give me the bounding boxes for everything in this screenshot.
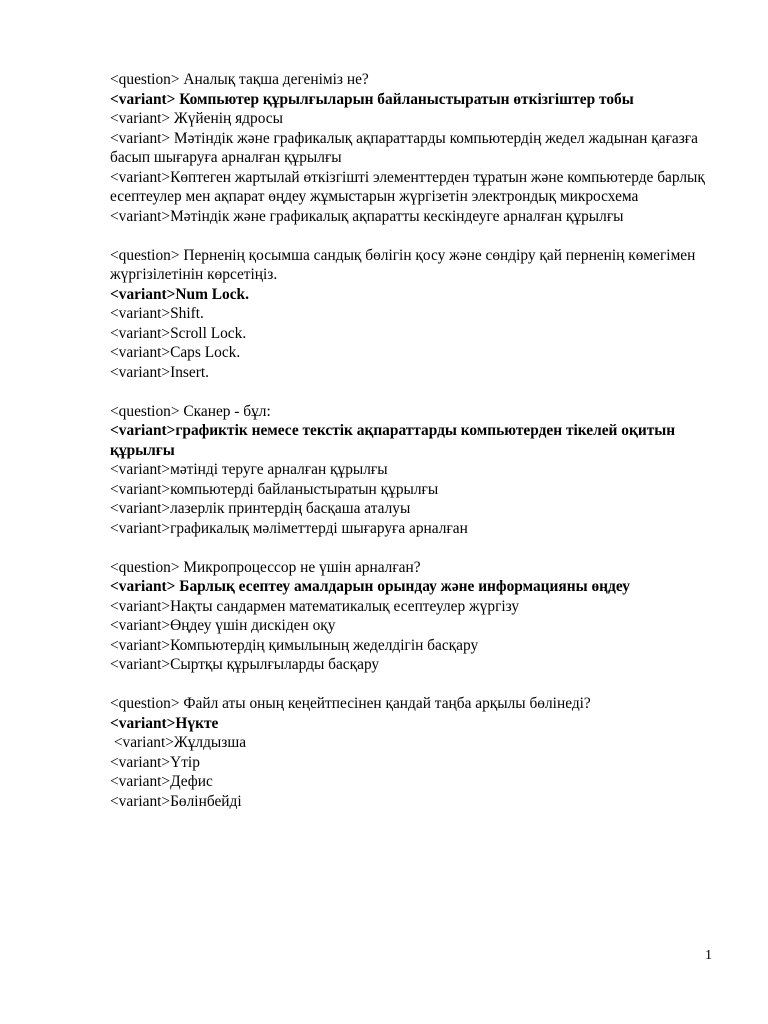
document-content (110, 70, 720, 831)
question-block-2 (110, 246, 720, 383)
variant: <variant>Мәтіндік және графикалық ақпаратты кескіндеуге арналған құрылғы (110, 207, 624, 225)
variant-correct: <variant>Нүкте (110, 714, 219, 732)
variant: <variant> Мәтіндік және графикалық ақпараттарды компьютердің жедел жадынан қағазға басып шығаруға арналған құрылғы (110, 129, 698, 166)
variant: <variant>Scroll Lock. (110, 324, 247, 342)
question-block-5 (110, 694, 720, 811)
variant-correct: <variant>графиктік немесе текстік ақпараттарды компьютерден тікелей оқитын құрылғы (110, 422, 676, 459)
variant: <variant>Үтір (110, 753, 200, 771)
variant: <variant>графикалық мәліметтерді шығаруға арналған (110, 519, 468, 537)
variant: <variant> Жүйенің ядросы (110, 110, 283, 127)
question-text: <question> Сканер - бұл: (110, 402, 271, 420)
variant: <variant>Caps Lock. (110, 344, 241, 361)
variant: <variant>лазерлік принтердің басқаша аталуы (110, 500, 411, 517)
question-text: <question> Аналық тақша дегеніміз не? (110, 71, 369, 88)
variant: <variant>Көптеген жартылай өткізгішті элементтерден тұратын және компьютерде барлық есептеулер мен ақпарат өңдеу жұмыстарын жүргізетін электрондық микросхема (110, 168, 705, 205)
page-number: 1 (705, 948, 712, 963)
variant: <variant>Өңдеу үшін дискіден оқу (110, 617, 336, 634)
question-block-1 (110, 70, 720, 226)
question-text: <question> Перненің қосымша сандық бөлігін қосу және сөндіру қай перненің көмегімен жүргізілетінін көрсетіңіз. (110, 246, 696, 283)
variant: <variant>Insert. (110, 363, 209, 381)
variant: <variant>Жұлдызша (110, 734, 247, 751)
question-block-4 (110, 558, 720, 675)
variant: <variant>Сыртқы құрылғыларды басқару (110, 656, 380, 673)
variant: <variant>Нақты сандармен математикалық есептеулер жүргізу (110, 597, 520, 615)
variant: <variant>Shift. (110, 305, 204, 322)
variant-correct: <variant>Num Lock. (110, 285, 249, 303)
variant: <variant>Компьютердің қимылының жеделдігін басқару (110, 636, 479, 654)
variant: <variant>мәтінді теруге арналған құрылғы (110, 461, 388, 478)
question-text: <question> Микропроцессор не үшін арналған? (110, 558, 421, 576)
variant-correct: <variant> Барлық есептеу амалдарын орындау және информацияны өңдеу (110, 578, 630, 595)
question-block-3 (110, 402, 720, 539)
variant: <variant>Бөлінбейді (110, 792, 242, 810)
variant: <variant>компьютерді байланыстыратын құрылғы (110, 480, 439, 498)
variant: <variant>Дефис (110, 773, 213, 790)
variant-correct: <variant> Компьютер құрылғыларын байланыстыратын өткізгіштер тобы (110, 90, 634, 108)
question-text: <question> Файл аты оның кеңейтпесінен қандай таңба арқылы бөлінеді? (110, 695, 591, 712)
